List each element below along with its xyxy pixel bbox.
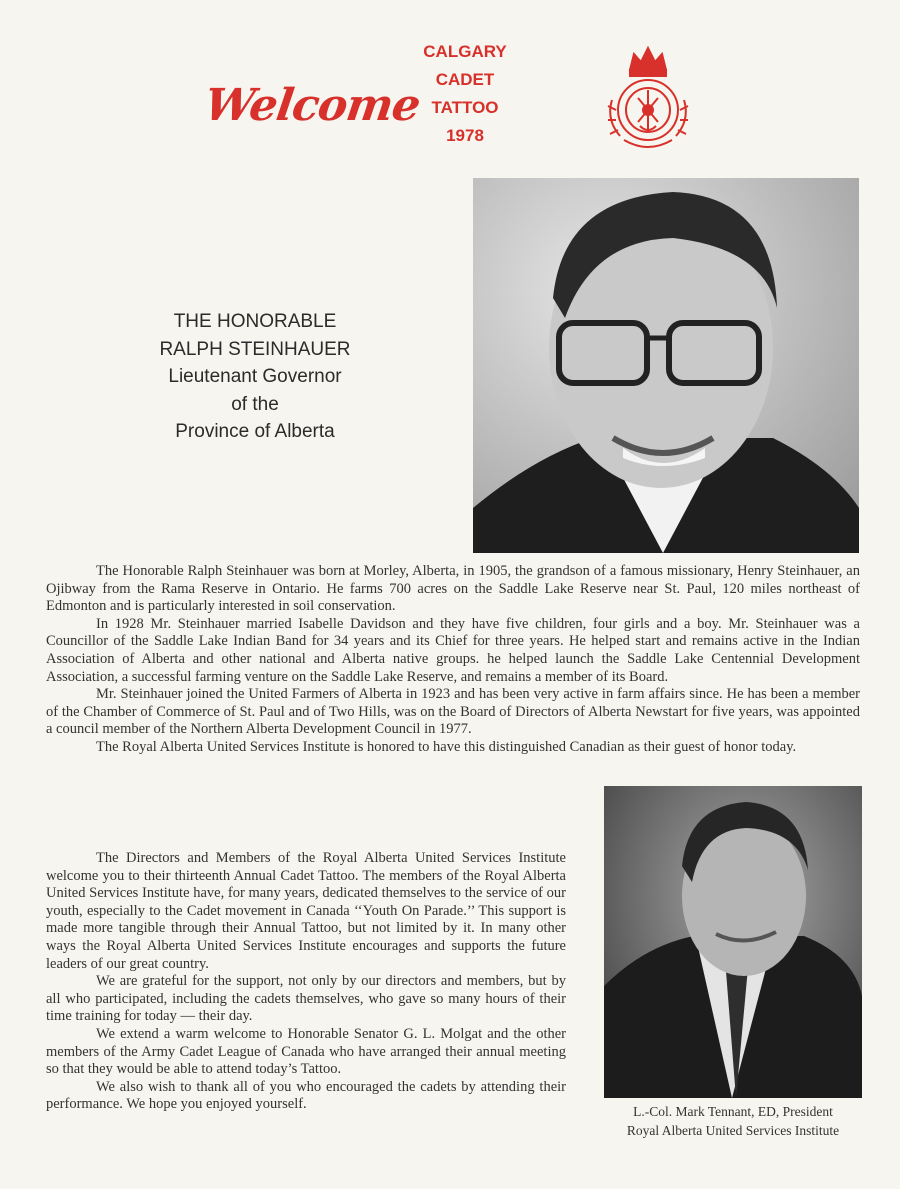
photo-caption xyxy=(604,1102,862,1140)
event-line-tattoo: TATTOO xyxy=(431,98,499,117)
welcome-heading: Welcome xyxy=(201,80,423,131)
subject-line-honorific: THE HONORABLE xyxy=(173,311,337,332)
subject-line-name: RALPH STEINHAUER xyxy=(159,338,351,360)
message-paragraph: We extend a warm welcome to Honorable Senator G. L. Molgat and the other members of the Army Cadet League of Canada who have arranged their annual meeting so that they would be able to attend today’s Tattoo. xyxy=(46,1025,566,1078)
caption-line-organization: Royal Alberta United Services Institute xyxy=(626,1123,840,1138)
portrait-photo-lieutenant-governor xyxy=(473,178,859,553)
guest-of-honor-title xyxy=(130,308,380,446)
welcome-message-text xyxy=(46,850,566,1114)
subject-line-province: Province of Alberta xyxy=(175,421,335,442)
event-line-city: CALGARY xyxy=(423,42,507,61)
message-paragraph: We also wish to thank all of you who encouraged the cadets by attending their performance. We hope you enjoyed yourself. xyxy=(46,1078,566,1113)
event-line-cadet: CADET xyxy=(435,70,495,89)
bio-paragraph: The Honorable Ralph Steinhauer was born at Morley, Alberta, in 1905, the grandson of a famous missionary, Henry Steinhauer, an Ojibway from the Rama Reserve in Ontario. He farms 700 acres on the Saddle Lake Reserve near St. Paul, 120 miles northeast of Edmonton and is particularly interested in soil conservation. xyxy=(46,563,860,615)
biography-text xyxy=(46,563,860,757)
bio-paragraph: Mr. Steinhauer joined the United Farmers of Alberta in 1923 and has been very active in farm affairs since. He has been a member of the Chamber of Commerce of St. Paul and of Two Hills, was on the Board of Directors of Alberta Newstart for five years, was appointed a council member of the Northern Alberta Development Council in 1977. xyxy=(46,686,860,738)
bio-paragraph: In 1928 Mr. Steinhauer married Isabelle Davidson and they have five children, four girls and a boy. Mr. Steinhauer was a Councillor of the Saddle Lake Indian Band for 34 years and its Chief for three years. He helped start and remains active in the Indian Association of Alberta and other national and Alberta native groups. he helped launch the Saddle Lake Centennial Development Association, a successful farming venture on the Saddle Lake Reserve, and remains a member of its Board. xyxy=(46,615,860,685)
cadet-crest-icon xyxy=(604,40,692,158)
subject-line-office: Lieutenant Governor xyxy=(168,366,342,387)
portrait-photo-president xyxy=(604,786,862,1098)
message-paragraph: The Directors and Members of the Royal Alberta United Services Institute welcome you to their thirteenth Annual Cadet Tattoo. The members of the Royal Alberta United Services Institute have, for many years, dedicated themselves to the service of our youth, especially to the Cadet movement in Canada ‘‘Youth On Parade.’’ This support is made more tangible through their Annual Tattoo, but not limited by it. In many other ways the Royal Alberta United Services Institute encourages and supports the future leaders of our great country. xyxy=(46,850,566,972)
event-line-year: 1978 xyxy=(446,126,484,145)
bio-paragraph: The Royal Alberta United Services Institute is honored to have this distinguished Canadian as their guest of honor today. xyxy=(96,738,797,755)
caption-line-name: L.-Col. Mark Tennant, ED, President xyxy=(633,1104,833,1119)
message-paragraph: We are grateful for the support, not only by our directors and members, but by all who participated, including the cadets themselves, who gave so many hours of their time training for today — their day. xyxy=(46,973,566,1025)
subject-line-of-the: of the xyxy=(231,393,279,415)
event-title xyxy=(420,38,510,150)
